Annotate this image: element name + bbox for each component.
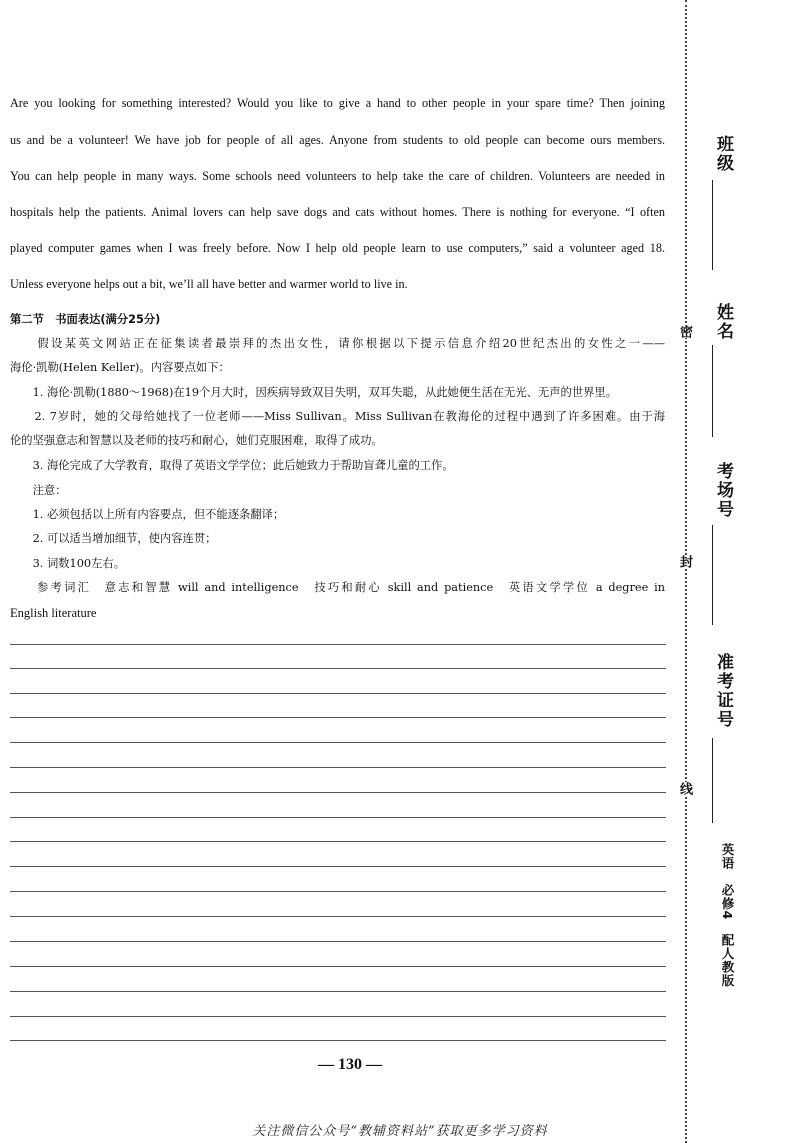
answer-line[interactable] xyxy=(10,668,666,669)
seal-feng: 封 xyxy=(677,555,692,568)
name-field[interactable] xyxy=(712,345,713,437)
answer-line[interactable] xyxy=(10,1040,666,1041)
content-point-1: 1. 海伦·凯勒(1880～1968)在19个月大时，因疾病导致双目失明，双耳失聪，从此她便生活在无光、无声的世界里。 xyxy=(10,386,618,399)
answer-line[interactable] xyxy=(10,742,666,743)
note-title: 注意： xyxy=(10,484,67,497)
answer-line[interactable] xyxy=(10,717,666,718)
answer-line[interactable] xyxy=(10,767,666,768)
page-number: — 130 — xyxy=(318,1056,382,1073)
passage-line: hospitals help the patients. Animal lovers can help save dogs and cats without homes. There is nothing for everyone. “I often xyxy=(10,205,665,219)
content-point-2-cont: 伦的坚强意志和智慧以及老师的技巧和耐心，她们克服困难，取得了成功。 xyxy=(10,434,383,447)
class-label: 班级 xyxy=(713,135,733,173)
prompt-line: 假设某英文网站正在征集读者最崇拜的杰出女性，请你根据以下提示信息介绍20世纪杰出的女性之一—— xyxy=(10,337,665,350)
answer-line[interactable] xyxy=(10,916,666,917)
passage-line: us and be a volunteer! We have job for people of all ages. Anyone from students to old people can become ours members. xyxy=(10,133,665,147)
passage-line: played computer games when I was freely before. Now I help old people learn to use computers,” said a volunteer aged 18. xyxy=(10,241,665,255)
section-heading: 第二节 书面表达(满分25分) xyxy=(10,313,161,326)
note-item: 3. 词数100左右。 xyxy=(10,557,126,570)
answer-line[interactable] xyxy=(10,817,666,818)
passage-line: You can help people in many ways. Some schools need volunteers to help take the care of children. Volunteers are needed in xyxy=(10,169,665,183)
answer-line[interactable] xyxy=(10,1016,666,1017)
answer-line[interactable] xyxy=(10,941,666,942)
answer-line[interactable] xyxy=(10,644,666,645)
exam-id-field[interactable] xyxy=(712,738,713,823)
answer-line[interactable] xyxy=(10,991,666,992)
passage-line: Are you looking for something interested? Would you like to give a hand to other people in your spare time? Then joining xyxy=(10,96,665,110)
cut-line xyxy=(685,0,687,1143)
answer-line[interactable] xyxy=(10,966,666,967)
seal-mi: 密 xyxy=(677,325,692,338)
seal-xian: 线 xyxy=(677,782,692,795)
prompt-line: 海伦·凯勒(Helen Keller)。内容要点如下： xyxy=(10,361,230,374)
note-item: 1. 必须包括以上所有内容要点，但不能逐条翻译； xyxy=(10,508,285,521)
exam-room-field[interactable] xyxy=(712,525,713,625)
vocab-line: English literature xyxy=(10,606,97,620)
content-point-2: 2. 7岁时，她的父母给她找了一位老师——Miss Sullivan。Miss Sullivan在教海伦的过程中遇到了许多困难。由于海 xyxy=(10,410,665,423)
vocab-line: 参考词汇 意志和智慧 will and intelligence 技巧和耐心 skill and patience 英语文学学位 a degree in xyxy=(10,581,665,594)
book-info: 英语 必修4 配人教版 xyxy=(720,843,735,988)
class-field[interactable] xyxy=(712,180,713,270)
answer-line[interactable] xyxy=(10,792,666,793)
passage-line: Unless everyone helps out a bit, we’ll all have better and warmer world to live in. xyxy=(10,277,408,291)
exam-id-label: 准考证号 xyxy=(713,653,733,729)
note-item: 2. 可以适当增加细节，使内容连贯； xyxy=(10,532,217,545)
name-label: 姓名 xyxy=(713,303,733,341)
footer-note: 关注微信公众号“教辅资料站”获取更多学习资料 xyxy=(252,1124,548,1139)
answer-line[interactable] xyxy=(10,841,666,842)
answer-line[interactable] xyxy=(10,693,666,694)
exam-room-label: 考场号 xyxy=(713,462,733,519)
answer-line[interactable] xyxy=(10,891,666,892)
answer-line[interactable] xyxy=(10,866,666,867)
content-point-3: 3. 海伦完成了大学教育，取得了英语文学学位；此后她致力于帮助盲聋儿童的工作。 xyxy=(10,459,454,472)
